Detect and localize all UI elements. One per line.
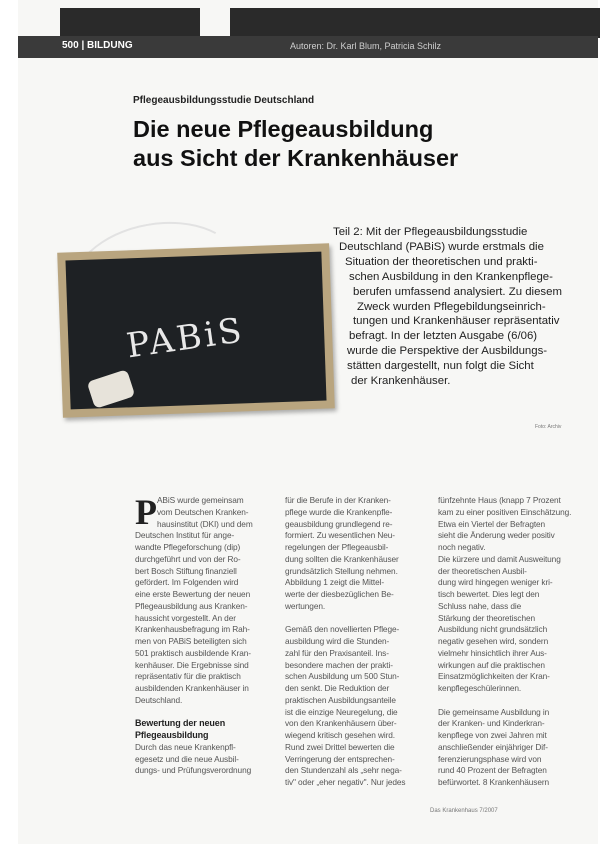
article-rubric: Pflegeausbildungsstudie Deutschland (133, 95, 315, 106)
text-line: Etwa ein Viertel der Befragten (438, 518, 546, 529)
section-label: 500 | BILDUNG (62, 40, 133, 51)
text-line (135, 707, 285, 719)
text-line: Deutschen Institut für ange- (135, 530, 235, 541)
scan-margin-left (0, 0, 18, 844)
text-line: den senkt. Die Reduktion der (285, 683, 390, 693)
text-line: Gemäß den novellierten Pflege- (285, 624, 400, 635)
text-line: der theoretischen Ausbil- (438, 565, 527, 576)
header-band (60, 8, 600, 38)
text-line: Durch das neue Krankenpfl- (135, 741, 236, 752)
text-line: vielmehr hinsichtlich ihrer Aus- (438, 647, 547, 658)
text-line: von den Krankenhäusern über- (285, 718, 397, 729)
text-line: men von PABiS beteiligten sich (135, 636, 247, 646)
lead-line: Zweck wurden Pflegebildungseinrich- (357, 300, 546, 313)
text-line: egesetz und die neue Ausbil- (135, 753, 239, 764)
text-line: ist die einzige Neuregelung, die (285, 706, 398, 717)
text-line: Ausbildung nicht grundsätzlich (438, 624, 548, 635)
body-column-3 (438, 495, 588, 789)
lead-line: wurde die Perspektive der Ausbildungs- (347, 345, 548, 358)
scan-margin-right (598, 0, 612, 844)
text-line: formiert. Zu wesentlichen Neu- (285, 530, 395, 541)
text-line: dung sollten die Krankenhäuser (285, 553, 399, 564)
text-line: ABiS wurde gemeinsam (157, 495, 244, 505)
text-line: gefördert. Im Folgenden wird (135, 577, 239, 588)
text-line: Die gemeinsame Ausbildung in (438, 706, 550, 717)
text-line: Rund zwei Drittel bewerten die (285, 741, 395, 752)
title-line: Die neue Pflegeausbildung (133, 116, 434, 142)
text-line: regelungen der Pflegeausbil- (285, 542, 389, 552)
text-line: pflege wurde die Krankenpfle- (285, 506, 393, 517)
subheading: Bewertung der neuen (135, 718, 226, 729)
lead-line: tungen und Krankenhäuser repräsentativ (353, 315, 560, 328)
lead-line: der Krankenhäuser. (351, 375, 451, 388)
text-line: ausbildenden Krankenhäuser in (135, 683, 249, 693)
text-line: Abbildung 1 zeigt die Mittel- (285, 577, 385, 588)
page-footer: Das Krankenhaus 7/2007 (430, 808, 498, 814)
text-line: eine erste Bewertung der neuen (135, 589, 251, 599)
text-line: wiegend kritisch gesehen wird. (285, 730, 395, 740)
text-line: repräsentativ für die praktisch (135, 671, 241, 682)
text-line: rund 40 Prozent der Befragten (438, 765, 547, 776)
text-line: ferenzierungsphase wird von (438, 753, 542, 764)
body-column-2 (285, 495, 435, 789)
text-line (285, 613, 435, 625)
authors-line: Autoren: Dr. Karl Blum, Patricia Schilz (290, 41, 442, 51)
article-title (133, 115, 533, 173)
text-line: Deutschland. (135, 694, 183, 705)
drop-cap: P (135, 492, 157, 532)
text-line: geausbildung grundlegend re- (285, 518, 393, 529)
text-line: ausbildung wird die Stunden- (285, 636, 390, 646)
text-line: schen Ausbildung um 500 Stun- (285, 671, 400, 682)
text-line: grundsätzlich Stellung nehmen. (285, 565, 398, 576)
text-line: tisch bewertet. Dies legt den (438, 589, 540, 599)
text-line: negativ gesehen wird, sondern (438, 636, 549, 646)
text-line: noch negativ. (438, 542, 486, 552)
text-line: Die kürzere und damit Ausweitung (438, 553, 561, 564)
header-notch (200, 8, 230, 36)
subheading: Pflegeausbildung (135, 730, 209, 740)
text-line: wirkungen auf die praktischen (438, 659, 545, 670)
text-line: für die Berufe in der Kranken- (285, 495, 391, 505)
text-line: Krankenhausbefragung im Rah- (135, 624, 250, 635)
lead-line: Teil 2: Mit der Pflegeausbildungsstudie (333, 226, 528, 238)
text-line: vom Deutschen Kranken- (157, 506, 249, 517)
text-line: fünfzehnte Haus (knapp 7 Prozent (438, 495, 561, 505)
text-line: sieht die Änderung weder positiv (438, 530, 555, 541)
article-lead (333, 225, 578, 389)
text-line: der Kranken- und Kinderkran- (438, 718, 545, 729)
text-line: Schluss nahe, dass die (438, 600, 522, 611)
text-line: den Stundenzahl als „sehr nega- (285, 765, 402, 776)
lead-line: Deutschland (PABiS) wurde erstmals die (339, 240, 544, 253)
text-line: kenpflege von zwei Jahren mit (438, 730, 547, 740)
lead-line: berufen umfassend analysiert. Zu diesem (353, 285, 562, 298)
text-line: besondere machen der prakti- (285, 659, 393, 670)
title-line: aus Sicht der Krankenhäuser (133, 145, 459, 171)
text-line: wertungen. (285, 600, 326, 611)
photo-credit: Foto: Archiv (535, 424, 562, 430)
chalkboard-writing: PABiS (124, 310, 247, 367)
text-line: 501 praktisch ausbildende Kran- (135, 647, 251, 658)
text-line: bert Bosch Stiftung finanziell (135, 565, 237, 576)
text-line: anschließender einjähriger Dif- (438, 741, 548, 752)
text-line: durchgeführt und von der Ro- (135, 553, 241, 564)
text-line: dung wird hingegen weniger kri- (438, 577, 553, 588)
text-line: Stärkung der theoretischen (438, 612, 536, 623)
lead-line: schen Ausbildung in den Krankenpflege- (349, 270, 553, 283)
text-line: kenhäuser. Die Ergebnisse sind (135, 659, 249, 670)
lead-line: befragt. In der letzten Ausgabe (6/06) (349, 330, 538, 343)
text-line: werte der diesbezüglichen Be- (285, 589, 394, 599)
text-line: zahl für den Praxisanteil. Ins- (285, 647, 389, 658)
text-line: hausinstitut (DKI) und dem (157, 518, 253, 529)
text-line: praktischen Ausbildungsanteile (285, 694, 396, 705)
text-line: haussicht vorgestellt. An der (135, 612, 236, 623)
lead-line: Situation der theoretischen und prakti- (345, 255, 538, 268)
text-line: kam zu einer positiven Einschätzung. (438, 506, 572, 517)
text-line: tiv" oder „eher negativ". Nur jedes (285, 777, 406, 787)
text-line: Verringerung der entsprechen- (285, 753, 395, 764)
text-line: dungs- und Prüfungsverordnung (135, 765, 252, 776)
text-line: Einsatzmöglichkeiten der Kran- (438, 671, 550, 682)
text-line: befürwortet. 8 Krankenhäusern (438, 777, 550, 787)
lead-line: stätten dargestellt, nun folgt die Sicht (347, 360, 534, 373)
text-line: wandte Pflegeforschung (dip) (135, 542, 241, 552)
body-column-1 (135, 492, 285, 777)
text-line: Pflegeausbildung aus Kranken- (135, 600, 248, 611)
text-line: kenpflegeschülerinnen. (438, 683, 522, 693)
text-line (438, 695, 588, 707)
